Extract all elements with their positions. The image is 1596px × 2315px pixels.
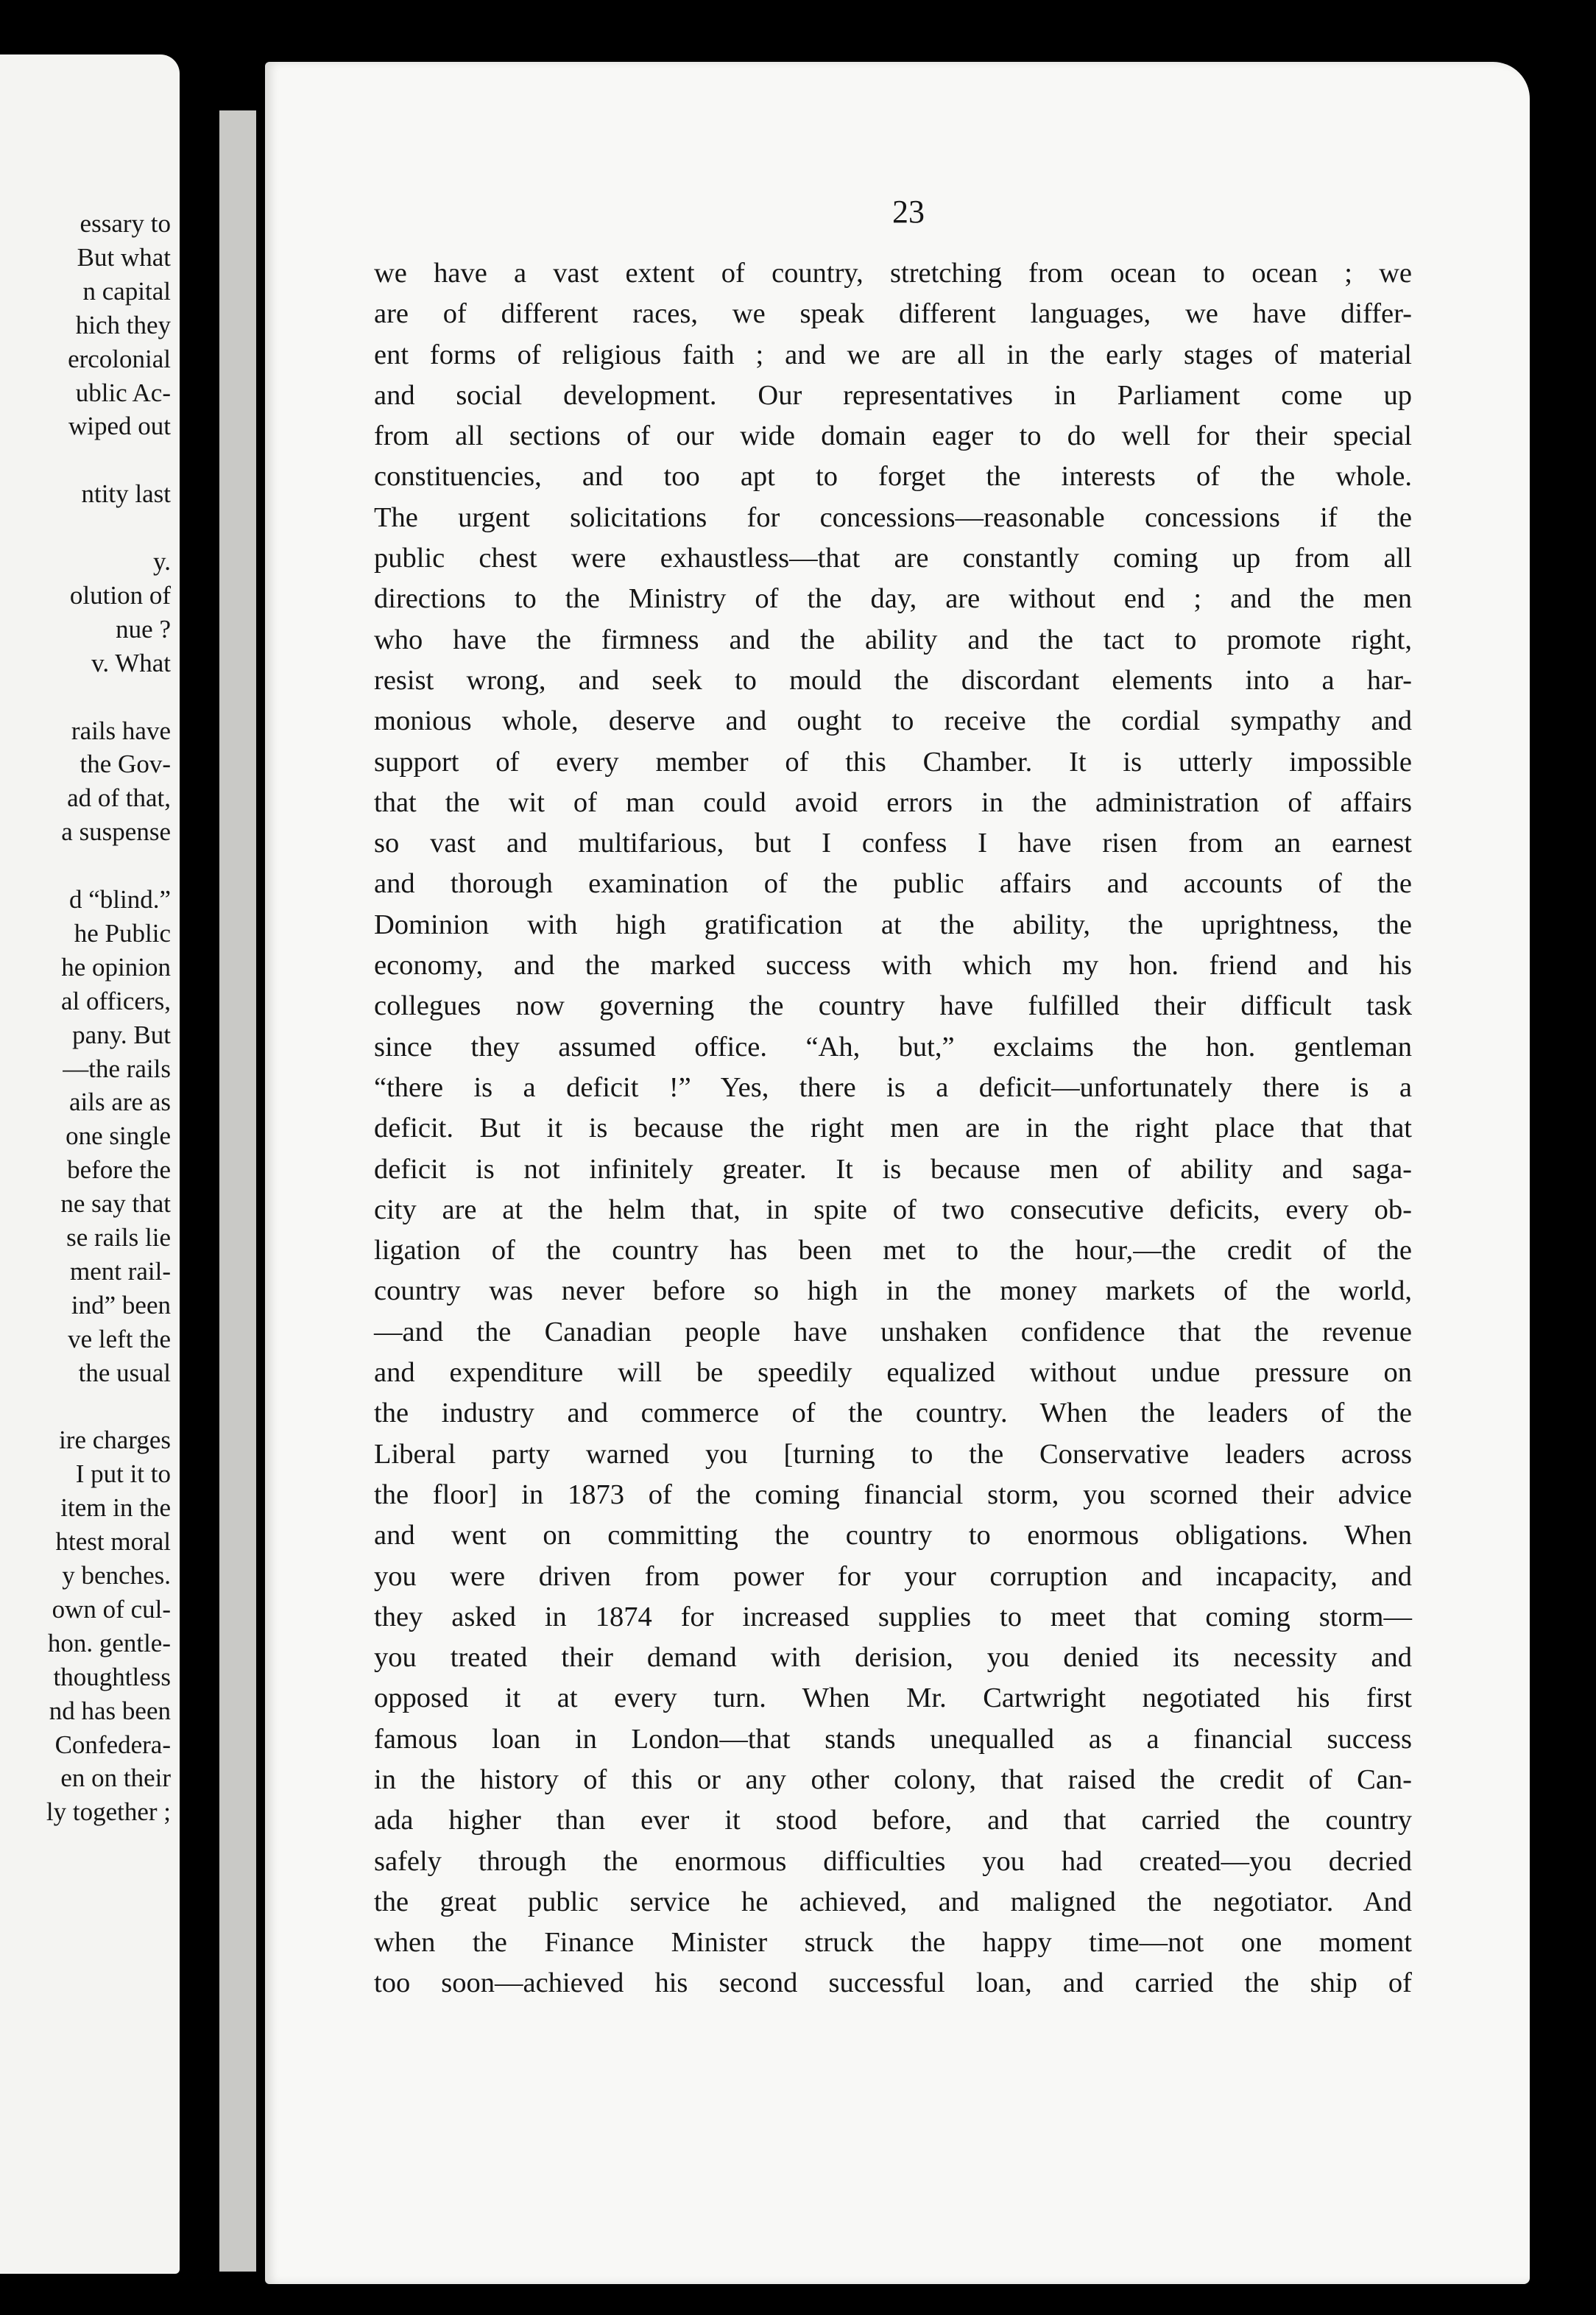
page-number: 23 — [892, 194, 925, 230]
left-page-line: own of cul- — [52, 1594, 171, 1624]
left-page-line: thoughtless — [53, 1662, 171, 1691]
text-line: country was never before so high in the money markets of the world, — [374, 1275, 1412, 1307]
text-line: so vast and multifarious, but I confess I have risen from an earnest — [374, 828, 1412, 859]
text-line: deficit. But it is because the right men are in the right place that that — [374, 1113, 1412, 1144]
text-line: constituencies, and too apt to forget the interests of the whole. — [374, 461, 1412, 493]
left-page-line: the usual — [78, 1358, 171, 1387]
text-line: public chest were exhaustless—that are constantly coming up from all — [374, 543, 1412, 574]
left-page-line: Confedera- — [54, 1730, 171, 1759]
text-line: safely through the enormous difficulties you had created—you decried — [374, 1845, 1412, 1877]
page-gutter-fold — [219, 110, 256, 2272]
left-page-line: essary to — [80, 209, 171, 238]
text-line: and social development. Our representatives in Parliament come up — [374, 379, 1412, 411]
text-line: deficit is not infinitely greater. It is because men of ability and saga- — [374, 1153, 1412, 1185]
text-line: and expenditure will be speedily equalized without undue pressure on — [374, 1357, 1412, 1389]
left-page — [0, 54, 180, 2274]
left-page-line: ntity last — [81, 479, 171, 509]
left-page-line: But what — [77, 242, 171, 272]
left-page-line: y. — [153, 547, 171, 576]
left-page-line: ve left the — [68, 1324, 171, 1353]
left-page-line: he opinion — [61, 952, 171, 982]
text-line: ent forms of religious faith ; and we are all in the early stages of material — [374, 339, 1412, 370]
text-line: and went on committing the country to enormous obligations. When — [374, 1520, 1412, 1551]
main-text-block — [374, 253, 1412, 2004]
left-page-line: v. What — [91, 648, 171, 677]
text-line: famous loan in London—that stands unequalled as a financial success — [374, 1723, 1412, 1755]
left-page-line: a suspense — [61, 817, 171, 847]
left-page-line: ly together ; — [46, 1797, 171, 1827]
text-line: support of every member of this Chamber. It is utterly impossible — [374, 746, 1412, 778]
left-page-line: nd has been — [49, 1696, 171, 1725]
left-page-line: nue ? — [116, 614, 171, 644]
text-line: we have a vast extent of country, stretching from ocean to ocean ; we — [374, 258, 1412, 289]
text-line: too soon—achieved his second successful loan, and carried the ship of — [374, 1967, 1412, 1999]
left-page-line: olution of — [69, 580, 171, 610]
left-page-line: ublic Ac- — [75, 378, 171, 407]
left-page-line: ind” been — [71, 1290, 171, 1319]
text-line: opposed it at every turn. When Mr. Cartwright negotiated his first — [374, 1682, 1412, 1714]
text-line: the floor] in 1873 of the coming financial storm, you scorned their advice — [374, 1479, 1412, 1510]
text-line: you were driven from power for your corruption and incapacity, and — [374, 1560, 1412, 1592]
left-page-line: htest moral — [55, 1527, 171, 1557]
left-page-line: pany. But — [72, 1020, 171, 1049]
left-page-line: ment rail- — [69, 1256, 171, 1286]
left-page-line: ails are as — [69, 1088, 171, 1117]
text-line: city are at the helm that, in spite of two consecutive deficits, every ob- — [374, 1194, 1412, 1225]
text-line: Dominion with high gratification at the ability, the uprightness, the — [374, 909, 1412, 940]
text-line: monious whole, deserve and ought to receive the cordial sympathy and — [374, 705, 1412, 737]
text-line: ada higher than ever it stood before, and that carried the country — [374, 1805, 1412, 1836]
text-line: in the history of this or any other colony, that raised the credit of Can- — [374, 1763, 1412, 1795]
text-line: since they assumed office. “Ah, but,” exclaims the hon. gentleman — [374, 1031, 1412, 1063]
text-line: collegues now governing the country have fulfilled their difficult task — [374, 990, 1412, 1022]
left-page-line: hich they — [75, 310, 171, 339]
left-page-line: he Public — [74, 918, 171, 948]
left-page-line: ercolonial — [68, 344, 171, 373]
text-line: the great public service he achieved, and maligned the negotiator. And — [374, 1886, 1412, 1917]
text-line: the industry and commerce of the country. When the leaders of the — [374, 1398, 1412, 1429]
left-page-line: ad of that, — [67, 783, 171, 813]
text-line: resist wrong, and seek to mould the discordant elements into a har- — [374, 664, 1412, 696]
left-page-line: one single — [66, 1121, 171, 1151]
text-line: “there is a deficit !” Yes, there is a deficit—unfortunately there is a — [374, 1071, 1412, 1103]
text-line: from all sections of our wide domain eager to do well for their special — [374, 420, 1412, 452]
left-page-line: al officers, — [60, 986, 171, 1015]
text-line: The urgent solicitations for concessions—reasonable concessions if the — [374, 501, 1412, 533]
left-page-line: item in the — [60, 1493, 171, 1523]
left-page-line: I put it to — [75, 1459, 171, 1489]
text-line: are of different races, we speak different languages, we have differ- — [374, 298, 1412, 330]
text-line: ligation of the country has been met to the hour,—the credit of the — [374, 1235, 1412, 1266]
left-page-line: ne say that — [60, 1189, 171, 1219]
right-page — [265, 62, 1530, 2284]
left-page-line: ire charges — [59, 1426, 171, 1455]
left-page-line: before the — [67, 1155, 171, 1185]
text-line: and thorough examination of the public affairs and accounts of the — [374, 868, 1412, 900]
text-line: they asked in 1874 for increased supplies to meet that coming storm— — [374, 1601, 1412, 1632]
left-page-line: n capital — [82, 276, 171, 306]
text-line: —and the Canadian people have unshaken confidence that the revenue — [374, 1316, 1412, 1347]
left-page-line: hon. gentle- — [47, 1628, 171, 1657]
left-page-line: se rails lie — [66, 1223, 171, 1252]
text-line: directions to the Ministry of the day, are without end ; and the men — [374, 583, 1412, 615]
left-page-line: rails have — [71, 716, 171, 745]
text-line: who have the firmness and the ability and the tact to promote right, — [374, 624, 1412, 655]
text-line: Liberal party warned you [turning to the Conservative leaders across — [374, 1438, 1412, 1470]
left-page-line: wiped out — [68, 412, 171, 441]
left-page-line: —the rails — [63, 1054, 171, 1083]
left-page-line: y benches. — [62, 1561, 171, 1590]
left-page-line: d “blind.” — [68, 885, 171, 914]
text-line: when the Finance Minister struck the happy time—not one moment — [374, 1927, 1412, 1959]
text-line: economy, and the marked success with which my hon. friend and his — [374, 950, 1412, 982]
text-line: you treated their demand with derision, you denied its necessity and — [374, 1642, 1412, 1674]
left-page-line: the Gov- — [80, 750, 171, 779]
text-line: that the wit of man could avoid errors in the administration of affairs — [374, 786, 1412, 818]
left-page-line: en on their — [60, 1763, 171, 1793]
